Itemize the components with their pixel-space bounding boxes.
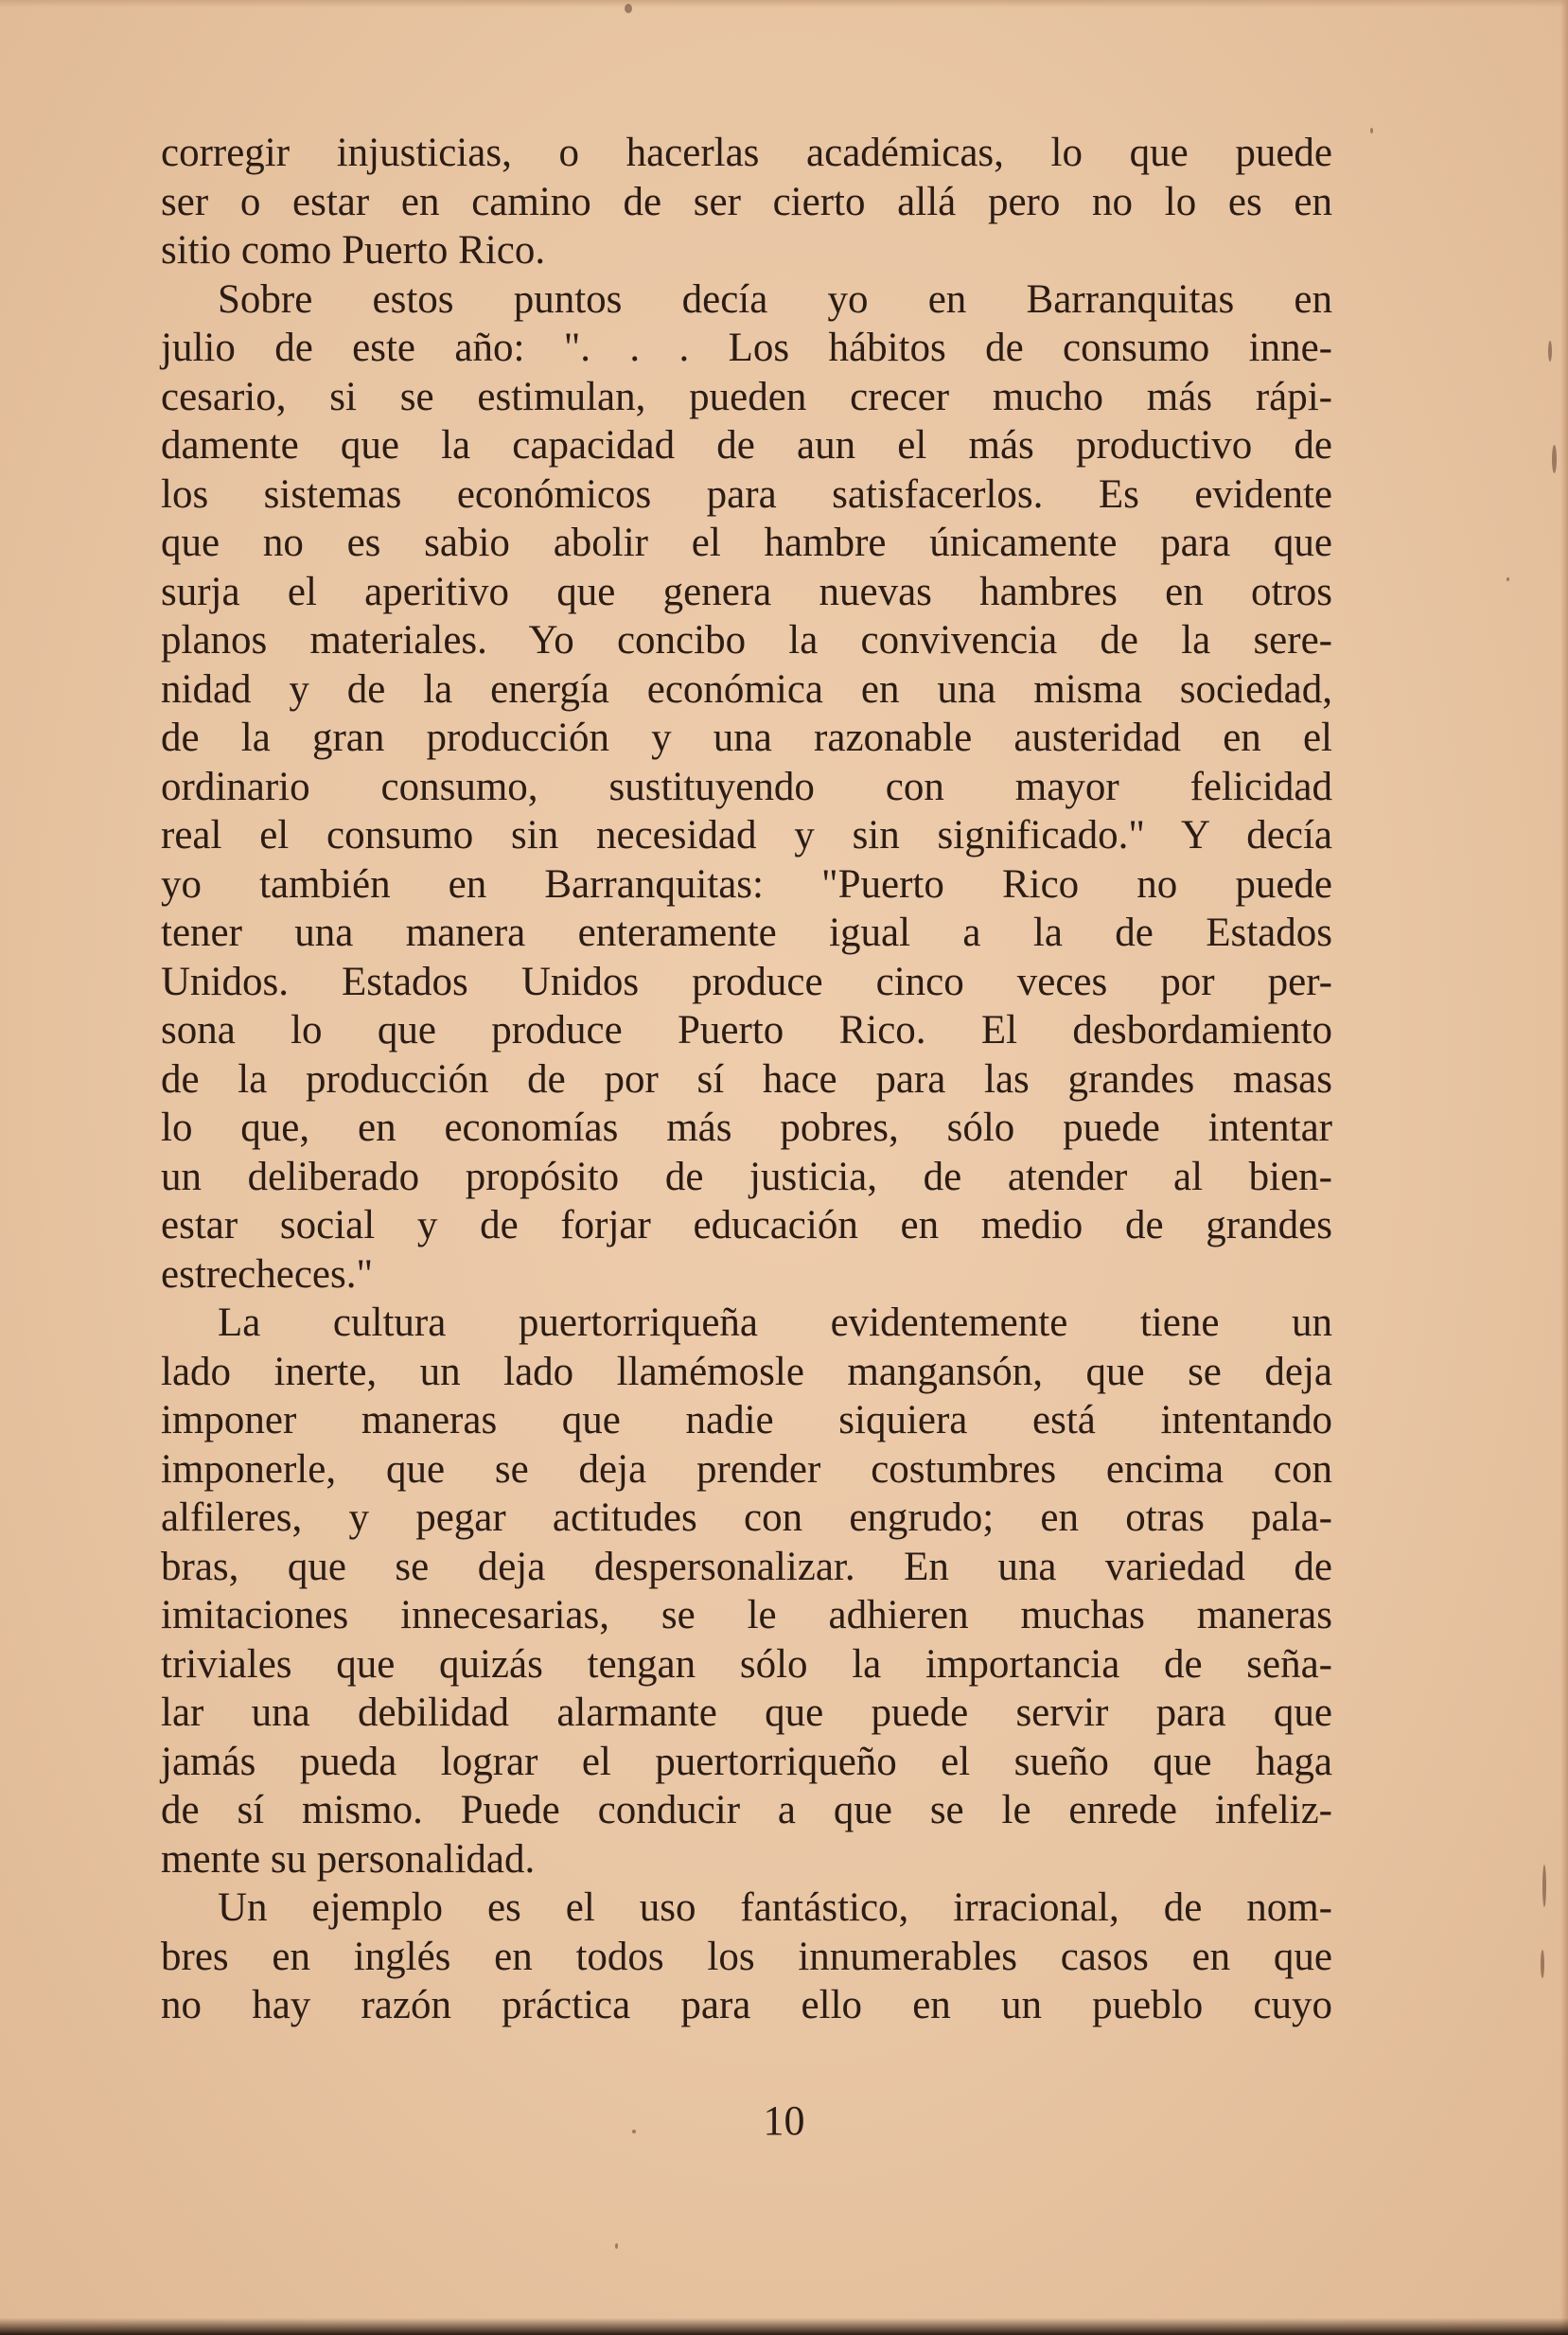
scan-speck — [1370, 128, 1373, 133]
scan-speck — [1506, 577, 1509, 581]
text-line: lado inerte, un lado llamémosle mangansón, que se deja — [161, 1349, 1332, 1394]
text-line: de la producción de por sí hace para las grandes masas — [161, 1056, 1332, 1102]
page-bottom-edge — [0, 2318, 1568, 2335]
text-line: imponerle, que se deja prender costumbres encima con — [161, 1446, 1332, 1492]
text-line: sona lo que produce Puerto Rico. El desbordamiento — [161, 1008, 1332, 1053]
scan-speck — [1548, 341, 1552, 362]
text-line: bras, que se deja despersonalizar. En una variedad de — [161, 1544, 1332, 1589]
text-line: alfileres, y pegar actitudes con engrudo; en otras pala- — [161, 1495, 1332, 1540]
scan-speck — [615, 2243, 618, 2249]
text-line: corregir injusticias, o hacerlas académicas, lo que puede — [161, 131, 1332, 175]
text-line: jamás pueda lograr el puertorriqueño el sueño que haga — [161, 1739, 1332, 1784]
text-line: La cultura puertorriqueña evidentemente tiene un — [218, 1300, 1332, 1345]
page-top-edge — [0, 0, 1568, 8]
text-line: tener una manera enteramente igual a la de Estados — [161, 911, 1332, 955]
text-line: lo que, en economías más pobres, sólo puede intentar — [161, 1106, 1332, 1150]
text-line: imponer maneras que nadie siquiera está intentando — [161, 1398, 1332, 1442]
text-line: planos materiales. Yo concibo la convivencia de la sere- — [161, 618, 1332, 663]
text-line: sitio como Puerto Rico. — [161, 228, 546, 273]
text-line: yo también en Barranquitas: "Puerto Rico no puede — [161, 861, 1332, 907]
scan-speck — [1542, 1865, 1546, 1907]
text-line: lar una debilidad alarmante que puede servir para que — [161, 1690, 1332, 1735]
text-line: Sobre estos puntos decía yo en Barranquitas en — [218, 276, 1332, 322]
text-line: estrecheces." — [161, 1251, 374, 1297]
text-line: no hay razón práctica para ello en un pueblo cuyo — [161, 1983, 1332, 2027]
page-right-edge — [1560, 0, 1568, 2335]
text-line: ser o estar en camino de ser cierto allá pero no lo es en — [161, 179, 1332, 224]
text-line: que no es sabio abolir el hambre únicamente para que — [161, 521, 1332, 565]
page-number: 10 — [763, 2097, 805, 2144]
text-line: triviales que quizás tengan sólo la importancia de seña- — [161, 1641, 1332, 1687]
text-line: Un ejemplo es el uso fantástico, irracional, de nom- — [218, 1885, 1332, 1930]
text-line: imitaciones innecesarias, se le adhieren muchas maneras — [161, 1593, 1332, 1637]
scan-speck — [1552, 445, 1557, 473]
scan-speck — [632, 2130, 636, 2133]
body-text — [161, 129, 1332, 2030]
scan-speck — [1541, 1950, 1544, 1978]
text-line: ordinario consumo, sustituyendo con mayor felicidad — [161, 764, 1332, 809]
text-line: surja el aperitivo que genera nuevas hambres en otros — [161, 569, 1332, 614]
text-line: de la gran producción y una razonable austeridad en el — [161, 716, 1332, 760]
scan-speck — [625, 4, 632, 13]
text-line: bres en inglés en todos los innumerables casos en que — [161, 1934, 1332, 1979]
text-line: un deliberado propósito de justicia, de atender al bien- — [161, 1154, 1332, 1199]
text-line: cesario, si se estimulan, pueden crecer mucho más rápi- — [161, 374, 1332, 419]
text-line: estar social y de forjar educación en medio de grandes — [161, 1203, 1332, 1247]
text-line: real el consumo sin necesidad y sin significado." Y decía — [161, 813, 1332, 858]
text-line: de sí mismo. Puede conducir a que se le enrede infeliz- — [161, 1788, 1332, 1832]
text-line: nidad y de la energía económica en una misma sociedad, — [161, 666, 1332, 712]
text-line: Unidos. Estados Unidos produce cinco veces por per- — [161, 959, 1332, 1004]
text-line: los sistemas económicos para satisfacerlos. Es evidente — [161, 471, 1332, 517]
text-line: julio de este año: ". . . Los hábitos de consumo inne- — [161, 326, 1332, 370]
text-line: mente su personalidad. — [161, 1836, 536, 1882]
text-line: damente que la capacidad de aun el más productivo de — [161, 423, 1332, 468]
